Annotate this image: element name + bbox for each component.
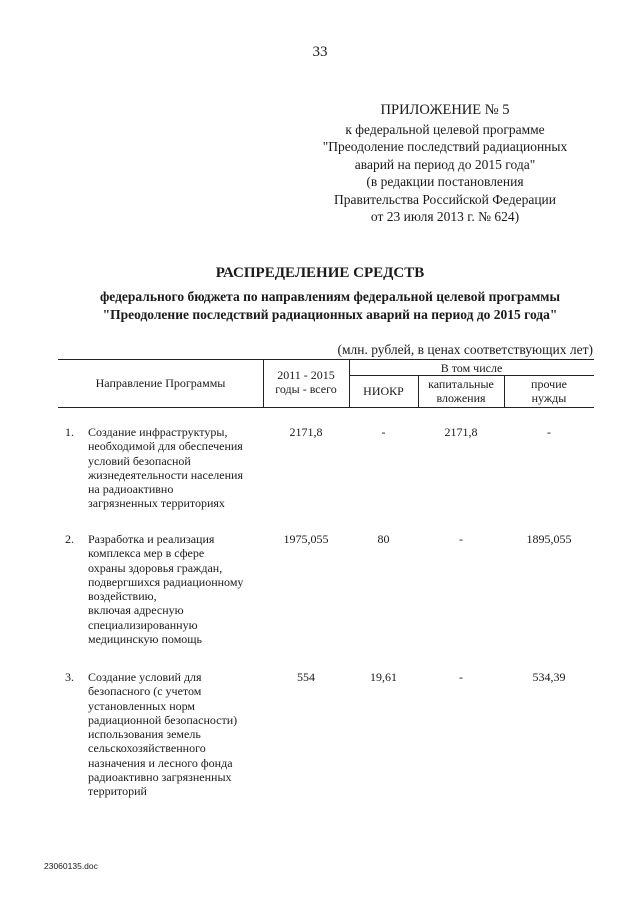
row-text-line: комплекса мер в сфере (88, 546, 205, 561)
row-niokr: 80 (377, 532, 390, 546)
row-text-line: специализированную (88, 617, 198, 632)
header-total-line: 2011 - 2015 (277, 368, 335, 382)
footer-filename: 23060135.doc (44, 861, 98, 871)
header-total (263, 368, 349, 396)
units-note: (млн. рублей, в ценах соответствующих лет) (337, 342, 593, 357)
appendix-line: аварий на период до 2015 года" (354, 156, 536, 172)
row-other: 1895,055 (526, 532, 572, 546)
row-number: 1. (65, 425, 74, 439)
row-total: 1975,055 (283, 532, 329, 546)
row-text-line: загрязненных территориях (88, 496, 225, 511)
subheader-divider (349, 375, 594, 376)
row-text-line: необходимой для обеспечения (88, 439, 243, 454)
row-text-line: назначения и лесного фонда (88, 755, 233, 770)
table-top-border (58, 359, 594, 360)
header-other-line: прочие (531, 377, 567, 391)
row-text-line: безопасного (с учетом (88, 684, 202, 699)
row-text-line: условий безопасной (88, 453, 191, 468)
row-text-line: Создание инфраструктуры, (88, 425, 228, 439)
row-text-line: включая адресную (88, 603, 184, 618)
row-direction-text (88, 670, 278, 799)
header-capital (418, 377, 504, 405)
header-including: В том числе (440, 361, 503, 375)
row-number: 2. (65, 532, 74, 546)
row-niokr: - (381, 425, 386, 439)
header-bottom-border (58, 407, 594, 408)
header-total-line: годы - всего (275, 382, 337, 396)
page-number: 33 (312, 44, 328, 60)
row-text-line: воздействию, (88, 589, 157, 604)
row-capital: - (459, 670, 463, 684)
subtitle-line: "Преодоление последствий радиационных аварий на период до 2015 года" (102, 307, 558, 322)
row-other: - (547, 425, 551, 439)
row-text-line: охраны здоровья граждан, (88, 560, 223, 575)
appendix-line: к федеральной целевой программе (345, 121, 545, 137)
header-other-line: нужды (531, 391, 567, 405)
document-subtitle (40, 288, 620, 324)
row-text-line: территорий (88, 784, 147, 799)
row-direction-text (88, 425, 278, 511)
header-other (504, 377, 594, 405)
appendix-line: (в редакции постановления (366, 174, 524, 189)
row-text-line: использования земель (88, 727, 201, 742)
header-niokr: НИОКР (363, 384, 404, 398)
row-niokr: 19,61 (370, 670, 397, 684)
row-capital: - (459, 532, 463, 546)
row-text-line: жизнедеятельности населения (88, 467, 243, 482)
appendix-line: Правительства Российской Федерации (334, 191, 556, 207)
row-text-line: сельскохозяйственного (88, 741, 206, 756)
appendix-block (300, 102, 590, 226)
row-number: 3. (65, 670, 74, 684)
appendix-line: "Преодоление последствий радиационных (322, 139, 568, 154)
row-text-line: установленных норм (88, 698, 196, 713)
row-text-line: Разработка и реализация (88, 532, 215, 546)
row-total: 554 (297, 670, 315, 684)
row-direction-text (88, 532, 278, 646)
subtitle-line: федерального бюджета по направлениям федеральной целевой программы (99, 289, 561, 304)
row-capital: 2171,8 (444, 425, 478, 439)
row-text-line: Создание условий для (88, 670, 202, 684)
appendix-line: от 23 июля 2013 г. № 624) (370, 209, 520, 224)
row-text-line: медицинскую помощь (88, 632, 203, 647)
row-text-line: радиоактивно загрязненных (88, 770, 232, 785)
row-text-line: на радиоактивно (88, 482, 174, 497)
appendix-heading: ПРИЛОЖЕНИЕ № 5 (380, 102, 510, 118)
header-capital-line: капитальные (428, 377, 494, 391)
document-title: РАСПРЕДЕЛЕНИЕ СРЕДСТВ (215, 265, 425, 281)
header-direction: Направление Программы (95, 376, 226, 390)
row-text-line: радиационной безопасности) (88, 712, 238, 727)
row-text-line: подвергшихся радиационному (88, 574, 244, 589)
row-other: 534,39 (532, 670, 566, 684)
header-capital-line: вложения (436, 391, 486, 405)
row-total: 2171,8 (289, 425, 323, 439)
